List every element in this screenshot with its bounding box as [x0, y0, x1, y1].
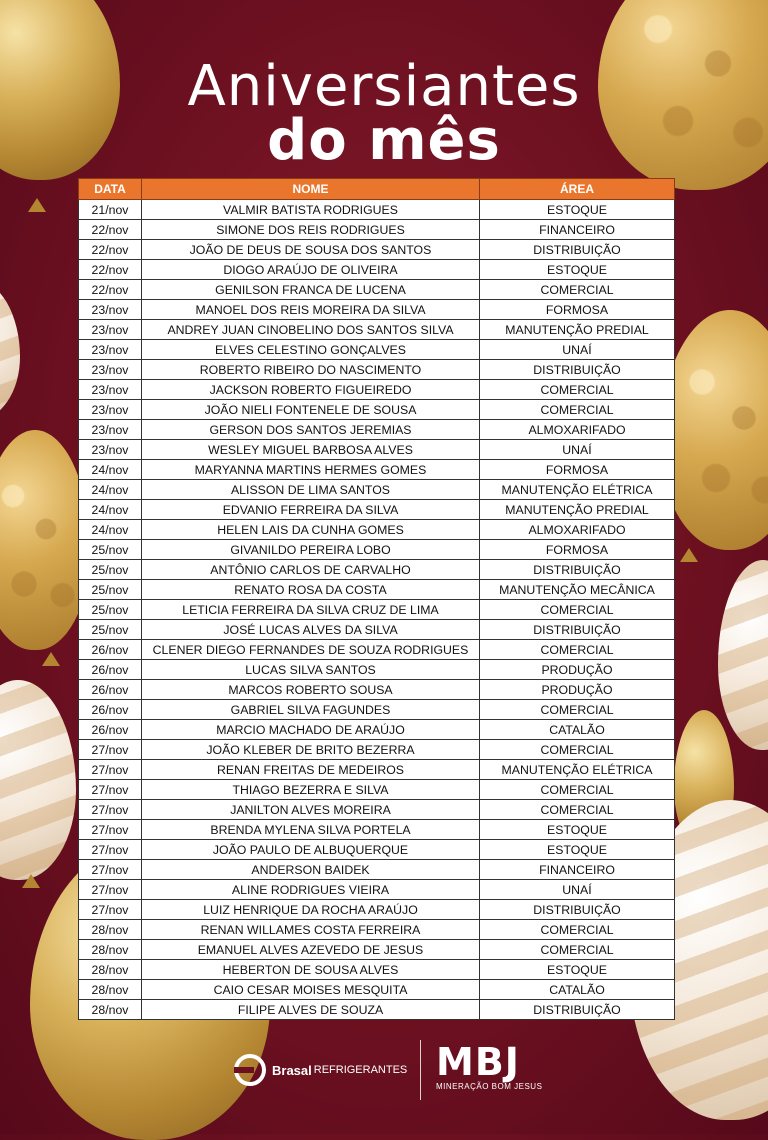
date-cell: 25/nov [79, 580, 142, 600]
table-row [79, 820, 675, 840]
table-row [79, 920, 675, 940]
area-cell: DISTRIBUIÇÃO [480, 240, 675, 260]
balloon-knot [28, 198, 46, 212]
name-cell: GENILSON FRANCA DE LUCENA [142, 280, 480, 300]
area-cell: FINANCEIRO [480, 860, 675, 880]
date-cell: 28/nov [79, 940, 142, 960]
area-cell: MANUTENÇÃO ELÉTRICA [480, 760, 675, 780]
date-cell: 22/nov [79, 280, 142, 300]
table-row [79, 900, 675, 920]
area-cell: MANUTENÇÃO PREDIAL [480, 320, 675, 340]
area-cell: ESTOQUE [480, 960, 675, 980]
table-row [79, 580, 675, 600]
name-cell: CAIO CESAR MOISES MESQUITA [142, 980, 480, 1000]
name-cell: DIOGO ARAÚJO DE OLIVEIRA [142, 260, 480, 280]
date-cell: 23/nov [79, 420, 142, 440]
table-row [79, 760, 675, 780]
table-row [79, 280, 675, 300]
date-cell: 26/nov [79, 640, 142, 660]
table-row [79, 240, 675, 260]
area-cell: MANUTENÇÃO ELÉTRICA [480, 480, 675, 500]
date-cell: 27/nov [79, 760, 142, 780]
name-cell: JOÃO NIELI FONTENELE DE SOUSA [142, 400, 480, 420]
table-row [79, 440, 675, 460]
area-cell: FORMOSA [480, 460, 675, 480]
table-row [79, 860, 675, 880]
date-cell: 25/nov [79, 620, 142, 640]
date-cell: 23/nov [79, 320, 142, 340]
page-title: Aniversiantes [187, 54, 581, 119]
area-cell: COMERCIAL [480, 600, 675, 620]
balloon-icon [660, 310, 768, 550]
table-row [79, 420, 675, 440]
name-cell: FILIPE ALVES DE SOUZA [142, 1000, 480, 1020]
area-cell: PRODUÇÃO [480, 660, 675, 680]
table-row [79, 340, 675, 360]
table-row [79, 880, 675, 900]
name-cell: GERSON DOS SANTOS JEREMIAS [142, 420, 480, 440]
table-row [79, 500, 675, 520]
name-cell: ANDREY JUAN CINOBELINO DOS SANTOS SILVA [142, 320, 480, 340]
date-cell: 23/nov [79, 300, 142, 320]
date-cell: 27/nov [79, 880, 142, 900]
footer-divider [420, 1040, 421, 1100]
date-cell: 26/nov [79, 700, 142, 720]
date-cell: 23/nov [79, 340, 142, 360]
name-cell: JOÃO DE DEUS DE SOUSA DOS SANTOS [142, 240, 480, 260]
name-cell: LUCAS SILVA SANTOS [142, 660, 480, 680]
table-row [79, 220, 675, 240]
area-cell: COMERCIAL [480, 800, 675, 820]
column-header-date: DATA [79, 179, 142, 200]
date-cell: 27/nov [79, 860, 142, 880]
area-cell: FORMOSA [480, 540, 675, 560]
brasal-logo [234, 1054, 407, 1086]
table-row [79, 620, 675, 640]
area-cell: DISTRIBUIÇÃO [480, 360, 675, 380]
table-row [79, 600, 675, 620]
mbj-sub: MINERAÇÃO BOM JESUS [436, 1082, 543, 1091]
name-cell: JOSÉ LUCAS ALVES DA SILVA [142, 620, 480, 640]
page-subtitle: do mês [267, 108, 501, 173]
table-row [79, 300, 675, 320]
footer [0, 1040, 768, 1100]
name-cell: MARYANNA MARTINS HERMES GOMES [142, 460, 480, 480]
name-cell: HEBERTON DE SOUSA ALVES [142, 960, 480, 980]
name-cell: ROBERTO RIBEIRO DO NASCIMENTO [142, 360, 480, 380]
table-row [79, 940, 675, 960]
table-row [79, 660, 675, 680]
table-row [79, 540, 675, 560]
date-cell: 28/nov [79, 920, 142, 940]
date-cell: 22/nov [79, 220, 142, 240]
date-cell: 26/nov [79, 720, 142, 740]
date-cell: 23/nov [79, 400, 142, 420]
table-header-row [79, 179, 675, 200]
date-cell: 25/nov [79, 560, 142, 580]
area-cell: DISTRIBUIÇÃO [480, 620, 675, 640]
area-cell: ALMOXARIFADO [480, 420, 675, 440]
name-cell: MARCIO MACHADO DE ARAÚJO [142, 720, 480, 740]
name-cell: THIAGO BEZERRA E SILVA [142, 780, 480, 800]
date-cell: 28/nov [79, 960, 142, 980]
area-cell: UNAÍ [480, 440, 675, 460]
table-row [79, 260, 675, 280]
table-row [79, 840, 675, 860]
name-cell: MANOEL DOS REIS MOREIRA DA SILVA [142, 300, 480, 320]
date-cell: 25/nov [79, 540, 142, 560]
table-row [79, 460, 675, 480]
name-cell: RENAN WILLAMES COSTA FERREIRA [142, 920, 480, 940]
table-row [79, 1000, 675, 1020]
name-cell: SIMONE DOS REIS RODRIGUES [142, 220, 480, 240]
date-cell: 23/nov [79, 380, 142, 400]
date-cell: 27/nov [79, 900, 142, 920]
table-row [79, 980, 675, 1000]
area-cell: COMERCIAL [480, 380, 675, 400]
name-cell: RENAN FREITAS DE MEDEIROS [142, 760, 480, 780]
date-cell: 24/nov [79, 520, 142, 540]
area-cell: PRODUÇÃO [480, 680, 675, 700]
name-cell: CLENER DIEGO FERNANDES DE SOUZA RODRIGUES [142, 640, 480, 660]
date-cell: 22/nov [79, 260, 142, 280]
area-cell: ESTOQUE [480, 200, 675, 220]
area-cell: UNAÍ [480, 880, 675, 900]
table-row [79, 520, 675, 540]
date-cell: 22/nov [79, 240, 142, 260]
area-cell: UNAÍ [480, 340, 675, 360]
area-cell: ESTOQUE [480, 260, 675, 280]
name-cell: JACKSON ROBERTO FIGUEIREDO [142, 380, 480, 400]
balloon-icon [0, 430, 90, 650]
table-row [79, 320, 675, 340]
name-cell: HELEN LAIS DA CUNHA GOMES [142, 520, 480, 540]
area-cell: COMERCIAL [480, 640, 675, 660]
name-cell: EDVANIO FERREIRA DA SILVA [142, 500, 480, 520]
name-cell: MARCOS ROBERTO SOUSA [142, 680, 480, 700]
area-cell: ESTOQUE [480, 840, 675, 860]
area-cell: FORMOSA [480, 300, 675, 320]
date-cell: 24/nov [79, 500, 142, 520]
table-row [79, 960, 675, 980]
name-cell: JOÃO KLEBER DE BRITO BEZERRA [142, 740, 480, 760]
area-cell: COMERCIAL [480, 280, 675, 300]
date-cell: 26/nov [79, 680, 142, 700]
table-row [79, 640, 675, 660]
name-cell: ELVES CELESTINO GONÇALVES [142, 340, 480, 360]
date-cell: 24/nov [79, 480, 142, 500]
name-cell: EMANUEL ALVES AZEVEDO DE JESUS [142, 940, 480, 960]
area-cell: DISTRIBUIÇÃO [480, 1000, 675, 1020]
date-cell: 23/nov [79, 360, 142, 380]
area-cell: COMERCIAL [480, 920, 675, 940]
name-cell: BRENDA MYLENA SILVA PORTELA [142, 820, 480, 840]
table-row [79, 380, 675, 400]
name-cell: GIVANILDO PEREIRA LOBO [142, 540, 480, 560]
name-cell: ALINE RODRIGUES VIEIRA [142, 880, 480, 900]
area-cell: CATALÃO [480, 720, 675, 740]
balloon-icon [0, 680, 76, 880]
date-cell: 23/nov [79, 440, 142, 460]
mbj-name: MBJ [436, 1040, 520, 1084]
table-row [79, 780, 675, 800]
name-cell: JANILTON ALVES MOREIRA [142, 800, 480, 820]
area-cell: ESTOQUE [480, 820, 675, 840]
table-row [79, 200, 675, 220]
balloon-knot [680, 548, 698, 562]
table-row [79, 720, 675, 740]
date-cell: 27/nov [79, 820, 142, 840]
birthday-table [78, 178, 675, 1020]
balloon-icon [718, 560, 768, 750]
area-cell: COMERCIAL [480, 400, 675, 420]
date-cell: 21/nov [79, 200, 142, 220]
date-cell: 27/nov [79, 740, 142, 760]
area-cell: MANUTENÇÃO MECÂNICA [480, 580, 675, 600]
date-cell: 28/nov [79, 980, 142, 1000]
date-cell: 28/nov [79, 1000, 142, 1020]
date-cell: 24/nov [79, 460, 142, 480]
area-cell: COMERCIAL [480, 740, 675, 760]
brasal-name: Brasal [272, 1062, 312, 1078]
column-header-name: NOME [142, 179, 480, 200]
name-cell: ANTÔNIO CARLOS DE CARVALHO [142, 560, 480, 580]
name-cell: ANDERSON BAIDEK [142, 860, 480, 880]
name-cell: LUIZ HENRIQUE DA ROCHA ARAÚJO [142, 900, 480, 920]
brasal-logo-icon [234, 1054, 266, 1086]
table-row [79, 680, 675, 700]
birthday-table-container [78, 178, 674, 1020]
area-cell: CATALÃO [480, 980, 675, 1000]
area-cell: DISTRIBUIÇÃO [480, 560, 675, 580]
date-cell: 27/nov [79, 780, 142, 800]
table-row [79, 740, 675, 760]
name-cell: ALISSON DE LIMA SANTOS [142, 480, 480, 500]
date-cell: 27/nov [79, 840, 142, 860]
name-cell: VALMIR BATISTA RODRIGUES [142, 200, 480, 220]
name-cell: JOÃO PAULO DE ALBUQUERQUE [142, 840, 480, 860]
column-header-area: ÁREA [480, 179, 675, 200]
area-cell: COMERCIAL [480, 940, 675, 960]
area-cell: MANUTENÇÃO PREDIAL [480, 500, 675, 520]
date-cell: 25/nov [79, 600, 142, 620]
name-cell: WESLEY MIGUEL BARBOSA ALVES [142, 440, 480, 460]
table-row [79, 560, 675, 580]
area-cell: COMERCIAL [480, 700, 675, 720]
area-cell: ALMOXARIFADO [480, 520, 675, 540]
area-cell: DISTRIBUIÇÃO [480, 900, 675, 920]
table-row [79, 400, 675, 420]
balloon-icon [0, 280, 20, 420]
brasal-sub: REFRIGERANTES [313, 1064, 408, 1076]
name-cell: LETICIA FERREIRA DA SILVA CRUZ DE LIMA [142, 600, 480, 620]
name-cell: RENATO ROSA DA COSTA [142, 580, 480, 600]
balloon-knot [42, 652, 60, 666]
table-row [79, 480, 675, 500]
table-row [79, 700, 675, 720]
mbj-logo [436, 1042, 542, 1091]
area-cell: FINANCEIRO [480, 220, 675, 240]
name-cell: GABRIEL SILVA FAGUNDES [142, 700, 480, 720]
table-row [79, 360, 675, 380]
table-row [79, 800, 675, 820]
date-cell: 27/nov [79, 800, 142, 820]
date-cell: 26/nov [79, 660, 142, 680]
area-cell: COMERCIAL [480, 780, 675, 800]
